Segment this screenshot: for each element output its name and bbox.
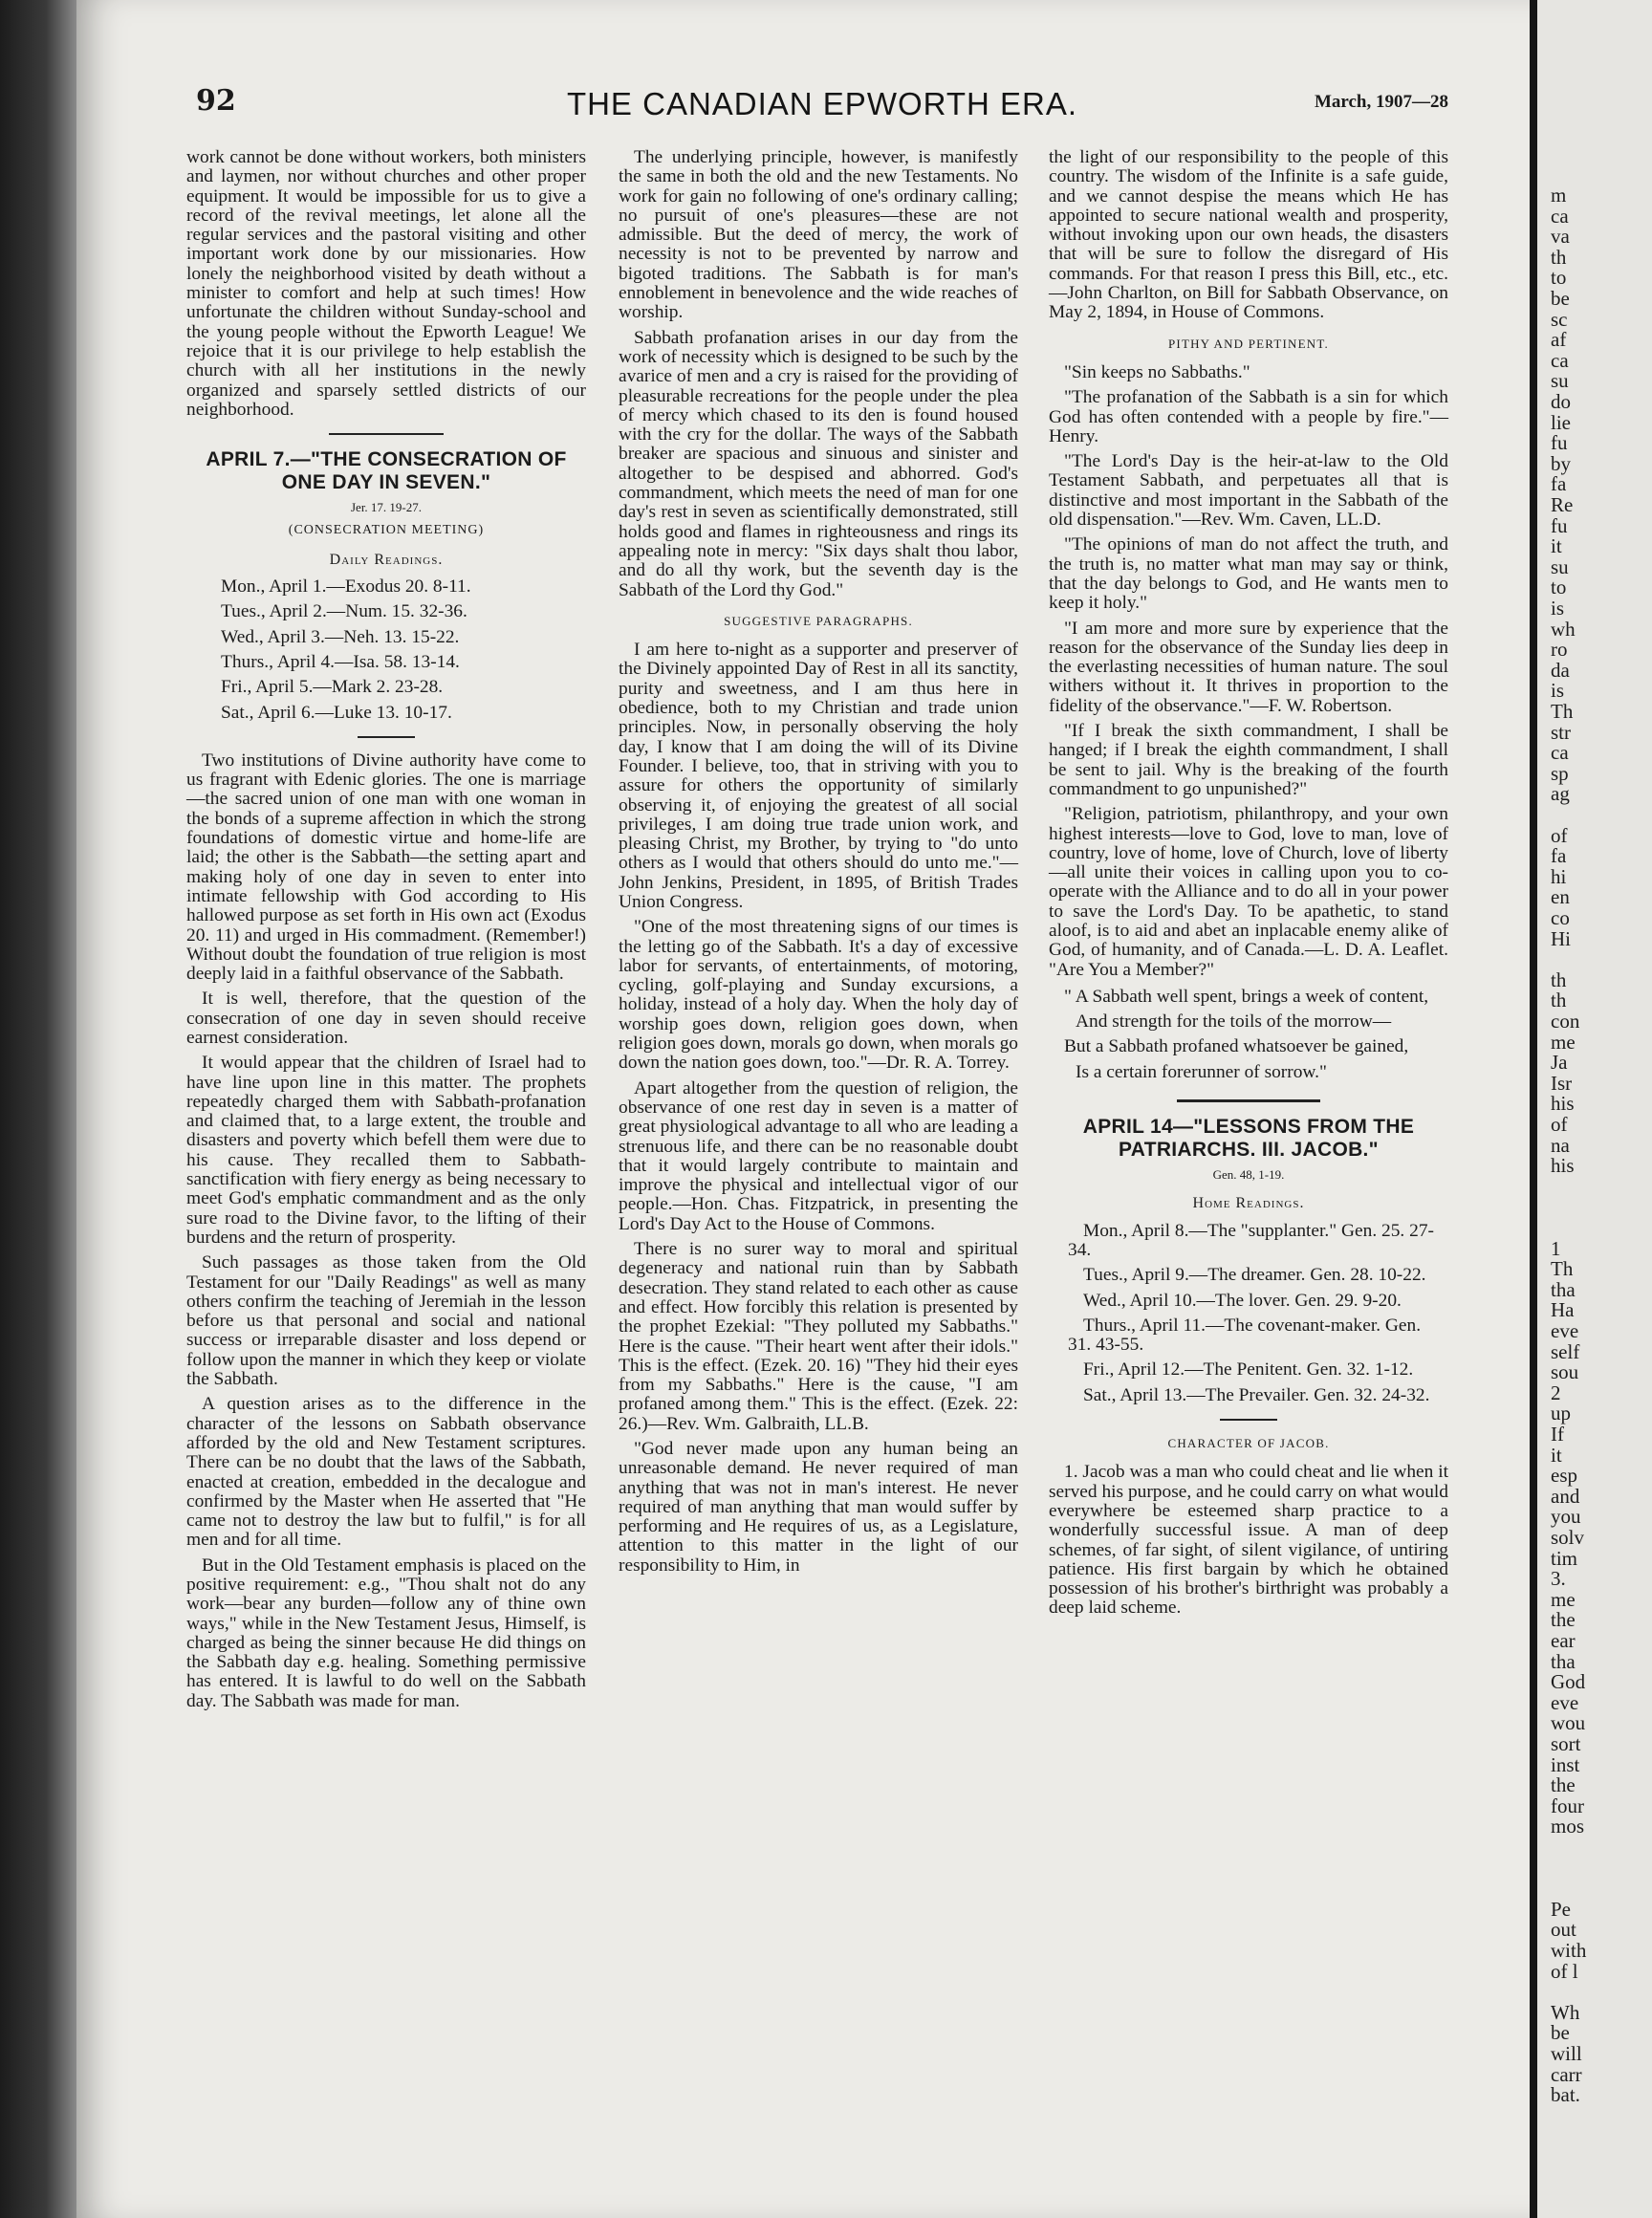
facing-page-fragment: eve [1551, 1690, 1579, 1714]
divider [1177, 1099, 1320, 1102]
pithy-quote: "The Lord's Day is the heir-at-law to the Old Testament Sabbath, and perpetuates all that is distinctive and most important in the Sabbath of the old dispensation."—Rev. Wm. Caven, LL.D. [1049, 451, 1448, 531]
facing-page-fragment: it [1551, 534, 1562, 558]
facing-page-fragment: co [1551, 906, 1570, 929]
daily-reading-item: Wed., April 3.—Neh. 13. 15-22. [221, 626, 460, 647]
facing-page-fragment: su [1551, 554, 1569, 578]
page-header [196, 84, 1448, 132]
facing-page-fragment: is [1551, 679, 1565, 703]
facing-page-fragment: his [1551, 1154, 1575, 1178]
facing-page-fragment: out [1551, 1918, 1576, 1942]
pithy-quote: "Sin keeps no Sabbaths." [1064, 361, 1250, 382]
body-paragraph: But in the Old Testament emphasis is placed on the positive requirement: e.g., "Thou shalt not do any work—bear any burden—follow any of thine own ways," while in the New Testament Jesus, Himself, is charged as being the sinner because He did things on the Sabbath day e.g. healing. Something permissive has entered. It is lawful to do well on the Sabbath day. The Sabbath was made for man. [186, 1555, 586, 1711]
facing-page-fragment: Re [1551, 493, 1574, 516]
facing-page-fragment: Ja [1551, 1051, 1568, 1075]
facing-page-fragment: wou [1551, 1711, 1586, 1735]
facing-page-fragment: If [1551, 1423, 1564, 1446]
facing-page-fragment: af [1551, 328, 1567, 352]
daily-reading-item: Thurs., April 4.—Isa. 58. 13-14. [221, 651, 460, 672]
facing-page-fragment: me [1551, 1587, 1576, 1611]
home-reading-item: Thurs., April 11.—The covenant-maker. Gen. 31. 43-55. [1068, 1315, 1422, 1356]
lesson-reference: Gen. 48, 1-19. [1212, 1167, 1285, 1183]
body-paragraph: A question arises as to the difference in the character of the lessons on Sabbath observance afforded by the old and New Testament scriptures. There can be no doubt that the laws of the Sabbath, enacted at creation, embedded in the decalogue and confirmed by the Master when He asserted that "He came not to destroy the law but to fulfil," is for all men and for all time. [186, 1394, 586, 1551]
facing-page-fragment: ag [1551, 782, 1570, 806]
facing-page-fragment: be [1551, 2021, 1570, 2045]
page-number: 92 [196, 84, 236, 118]
facing-page-fragment: fu [1551, 513, 1568, 537]
suggestive-paragraphs [619, 641, 1018, 1576]
facing-page-fragment: 2 [1551, 1381, 1561, 1404]
facing-page-fragment: self [1551, 1339, 1580, 1363]
facing-page-fragment: four [1551, 1794, 1584, 1817]
body-paragraph: It would appear that the children of Israel had to have line upon line in this matter. The prophets repeatedly charged them with Sabbath-profanation and claimed that, to a large extent, the trouble and disasters and poverty which befell them were due to his cause. They recalled them to Sabbath-sanctification with fiery energy as being necessary to meet God's emphatic commandment and as the only sure road to the Divine favor, to the lifting of their burdens and the return of prosperity. [186, 1053, 586, 1248]
facing-page-fragment: and [1551, 1484, 1580, 1508]
facing-page-fragment: mos [1551, 1815, 1585, 1838]
daily-reading-item: Fri., April 5.—Mark 2. 23-28. [221, 677, 444, 698]
facing-page-fragment: up [1551, 1402, 1571, 1425]
sabbath-poem [1049, 988, 1448, 1082]
home-reading-item: Mon., April 8.—The "supplanter." Gen. 25. 27-34. [1068, 1220, 1434, 1260]
facing-page-fragment: ear [1551, 1629, 1576, 1652]
suggestive-paragraph: Apart altogether from the question of religion, the observance of one rest day in seven is a matter of great physiological advantage to all who are leading a strenuous life, and there can be no reasonable doubt that it would largely contribute to maintain and improve the physical and intellectual vigor of our people.—Hon. Chas. Fitzpatrick, in presenting the Lord's Day Act to the House of Commons. [619, 1077, 1018, 1234]
facing-page-fragment: wh [1551, 617, 1576, 641]
daily-reading-item: Mon., April 1.—Exodus 20. 8-11. [221, 576, 471, 598]
facing-page-fragment: th [1551, 989, 1567, 1012]
pithy-quote: "The profanation of the Sabbath is a sin for which God has often contended with a people by fire."—Henry. [1049, 387, 1448, 446]
facing-page-fragment: to [1551, 266, 1567, 290]
character-heading: CHARACTER OF JACOB. [1167, 1436, 1330, 1451]
col2-body [619, 148, 1018, 600]
facing-page-fragment: en [1551, 885, 1570, 909]
facing-page-fragment: va [1551, 225, 1570, 249]
facing-page-fragment: with [1551, 1939, 1587, 1962]
facing-page-fragment: m [1551, 184, 1567, 207]
facing-page-fragment: of l [1551, 1959, 1578, 1983]
lesson-subtitle: (CONSECRATION MEETING) [288, 523, 485, 538]
facing-page-fragment: sp [1551, 761, 1569, 785]
poem-line: And strength for the toils of the morrow— [1076, 1011, 1392, 1033]
facing-page-fragment: the [1551, 1773, 1576, 1797]
facing-page-fragment: ca [1551, 204, 1569, 228]
facing-page-fragment: to [1551, 576, 1567, 599]
pithy-quote: "If I break the sixth commandment, I shall be hanged; if I break the eighth commandment, I shall be sent to jail. Why is the breaking of the fourth commandment to go unpunished?" [1049, 721, 1448, 799]
facing-page-fragment: of [1551, 1113, 1568, 1136]
facing-page-fragment: solv [1551, 1526, 1585, 1549]
home-reading-item: Fri., April 12.—The Penitent. Gen. 32. 1-12. [1083, 1359, 1414, 1381]
pithy-quote: "The opinions of man do not affect the truth, and the truth is, no matter what man may say or think, that the day belongs to God, and He wants men to keep it holy." [1049, 534, 1448, 614]
divider [329, 433, 444, 435]
facing-page-fragment: sort [1551, 1732, 1581, 1755]
facing-page-fragment: sc [1551, 307, 1568, 331]
facing-page-fragment: bat. [1551, 2083, 1580, 2107]
facing-page-fragment: the [1551, 1608, 1576, 1632]
poem-line: Is a certain forerunner of sorrow." [1076, 1061, 1327, 1082]
facing-page-fragment: carr [1551, 2062, 1582, 2086]
suggestive-paragraph: There is no surer way to moral and spiritual degeneracy and national ruin than by Sabbath desecration. They stand related to each other as cause and effect. How forcibly this relation is presented by the prophet Ezekial: "They polluted my Sabbaths." Here is the cause. "Their heart went after their idols." This is the effect. (Ezek. 20. 16) "They hid their eyes from my Sabbaths." Here is the cause, "I am profaned among them." This is the effect. (Ezek. 22: 26.)—Rev. Wm. Galbraith, LL.B. [619, 1239, 1018, 1434]
facing-page-fragment: be [1551, 287, 1570, 310]
facing-page-fragment: by [1551, 451, 1571, 475]
facing-page-fragment: Hi [1551, 926, 1571, 950]
divider [358, 736, 415, 738]
facing-page-fragment: tha [1551, 1649, 1576, 1673]
home-reading-item: Sat., April 13.—The Prevailer. Gen. 32. 24-32. [1083, 1384, 1430, 1405]
daily-reading-item: Sat., April 6.—Luke 13. 10-17. [221, 702, 452, 723]
facing-page-fragment: of [1551, 823, 1568, 847]
facing-page-fragment: th [1551, 968, 1567, 991]
poem-line: " A Sabbath well spent, brings a week of content, [1064, 986, 1429, 1007]
lesson-title-april-7: APRIL 7.—"THE CONSECRATION OF ONE DAY IN SEVEN." [206, 448, 567, 494]
lesson-reference: Jer. 17. 19-27. [350, 500, 423, 515]
facing-page-fragment: his [1551, 1092, 1575, 1116]
daily-readings-list [186, 577, 586, 723]
facing-page-edge [1530, 0, 1652, 2218]
lesson-title-april-14: APRIL 14—"LESSONS FROM THE PATRIARCHS. III. JACOB." [1082, 1116, 1415, 1162]
facing-page-fragment: 1 [1551, 1236, 1561, 1260]
facing-page-fragment: con [1551, 1010, 1580, 1033]
facing-page-fragment: inst [1551, 1752, 1580, 1776]
facing-page-fragment: tha [1551, 1277, 1576, 1301]
home-reading-item: Wed., April 10.—The lover. Gen. 29. 9-20. [1083, 1290, 1402, 1311]
facing-page-fragment: fu [1551, 431, 1568, 455]
body-paragraph: Such passages as those taken from the Old Testament for our "Daily Readings" as well as many others confirm the teaching of Jeremiah in the lesson before us that personal and social and national success or irreparable disaster and loss depend or follow upon the manner in which they keep or violate the Sabbath. [186, 1252, 586, 1390]
body-paragraph: It is well, therefore, that the question of the consecration of one day in seven should receive earnest consideration. [186, 989, 586, 1048]
facing-page-fragment: Th [1551, 1257, 1574, 1281]
facing-page-fragment: su [1551, 369, 1569, 393]
pithy-heading: PITHY AND PERTINENT. [1167, 336, 1329, 351]
col3-intro: the light of our responsibility to the people of this country. The wisdom of the Infinite is a safe guide, and we cannot despise the means which He has appointed to secure national wealth and prosperity, without invoking upon our own heads, the disasters that will be sure to follow the disregard of His commands. For that reason I press this Bill, etc., etc.—John Charlton, on Bill for Sabbath Observance, on May 2, 1894, in House of Commons. [1049, 147, 1448, 323]
pithy-quote: "I am more and more sure by experience that the reason for the observance of the Sunday lies deep in the everlasting necessities of human nature. The soul withers without it. It thrives in proportion to the fidelity of the observance."—F. W. Robertson. [1049, 618, 1448, 716]
pithy-quote: "Religion, patriotism, philanthropy, and your own highest interests—love to God, love to man, love of country, love of home, love of Church, love of liberty—all unite their voices in calling upon you to co-operate with the Alliance and to do all in your power to save the Lord's Day. To be apathetic, to stand aloof, is to aid and abet an inplacable enemy alike of God, of humanity, and of Canada.—L. D. A. Leaflet. "Are You a Member?" [1049, 804, 1448, 980]
column-1 [186, 148, 586, 1717]
facing-page-fragment: it [1551, 1443, 1562, 1467]
suggestive-paragraphs-heading: SUGGESTIVE PARAGRAPHS. [724, 613, 913, 628]
poem-line: But a Sabbath profaned whatsoever be gained, [1064, 1036, 1409, 1057]
issue-date: March, 1907—28 [1314, 92, 1448, 112]
facing-page-fragment: ca [1551, 741, 1569, 765]
facing-page-fragment: 3. [1551, 1567, 1566, 1591]
facing-page-fragment: hi [1551, 864, 1567, 888]
body-paragraph: Two institutions of Divine authority have come to us fragrant with Edenic glories. The one is marriage—the sacred union of one man with one woman in the bonds of a supreme affection in which the strong foundations of domestic virtue and home-life are laid; the other is the Sabbath—the setting apart and making holy of one day in seven to enter into intimate fellowship with God according to His hallowed purpose as set forth in His own act (Exodus 20. 11) and urged in His commadment. (Remember!) Without doubt the foundation of true religion is most deeply laid in a faithful observance of the Sabbath. [186, 750, 586, 985]
col1-body [186, 751, 586, 1711]
facing-page-fragment: sou [1551, 1360, 1579, 1384]
facing-page-fragment: fa [1551, 472, 1567, 496]
facing-page-fragment: ca [1551, 348, 1569, 372]
pithy-quotes [1049, 363, 1448, 980]
facing-page-fragment: eve [1551, 1319, 1579, 1342]
facing-page-fragment: lie [1551, 410, 1571, 434]
column-3 [1049, 148, 1448, 1624]
facing-page-fragment: th [1551, 245, 1567, 269]
facing-page-fragment: na [1551, 1133, 1570, 1157]
facing-page-fragment: ro [1551, 638, 1568, 662]
daily-readings-heading: Daily Readings. [329, 551, 444, 568]
facing-page-fragment: you [1551, 1505, 1581, 1529]
col1-intro: work cannot be done without workers, both ministers and laymen, nor without churches and other proper equipment. It would be impossible for us to give a record of the revival meetings, let alone all the regular services and the pastoral visiting and other important work done by our missionaries. How lonely the neighborhood visited by death without a minister to comfort and help at such times! How unfortunate the children without Sunday-school and the young people without the Epworth League! We rejoice that it is our privilege to help establish the church with all her institutions in the newly organized and sparsely settled districts of our neighborhood. [186, 147, 586, 420]
facing-page-fragment: esp [1551, 1464, 1577, 1488]
body-paragraph: The underlying principle, however, is manifestly the same in both the old and the new Testaments. No work for gain no following of one's ordinary calling; no pursuit of one's pleasures—these are not admissible. But the deed of mercy, the work of necessity is not to be prevented by narrow and bigoted traditions. The Sabbath is for man's ennoblement in benevolence and the wide reaches of worship. [619, 147, 1018, 323]
facing-page-fragment: Ha [1551, 1298, 1575, 1322]
divider [1220, 1419, 1277, 1421]
book-binding [0, 0, 76, 2218]
facing-page-fragment: Pe [1551, 1897, 1571, 1921]
column-2 [619, 148, 1018, 1581]
facing-page-fragment: will [1551, 2042, 1582, 2065]
facing-page-fragment: Isr [1551, 1071, 1573, 1095]
facing-page-fragment: do [1551, 390, 1571, 413]
facing-page-fragment: str [1551, 720, 1571, 744]
facing-page-fragment: Wh [1551, 2000, 1580, 2024]
facing-page-fragment: tim [1551, 1546, 1578, 1570]
journal-title: THE CANADIAN EPWORTH ERA. [566, 86, 1078, 121]
suggestive-paragraph: I am here to-night as a supporter and preserver of the Divinely appointed Day of Rest in all its sanctity, purity and sweetness, and I am thus here in obedience, both to my Christian and trade union principles. Now, in personally observing the holy day, I know that I am doing the will of its Divine Founder. I believe, too, that in striving with you to assure for others the opportunity of similarly observing it, of enjoying the greatest of all social privileges, I am doing true trade union work, and pleasing Christ, my Brother, by trying to "do unto others as I would that others should do unto me."—John Jenkins, President, in 1895, of British Trades Union Congress. [619, 640, 1018, 912]
facing-page-fragment: da [1551, 658, 1570, 682]
facing-page-fragment: Th [1551, 700, 1574, 723]
suggestive-paragraph: "God never made upon any human being an unreasonable demand. He never required of man anything that was not in man's interest. He never required of man anything that man would suffer by performing and He requires of us, as a Legislature, attention to this matter in the light of our responsibility to Him, in [619, 1439, 1018, 1576]
suggestive-paragraph: "One of the most threatening signs of our times is the letting go of the Sabbath. It's a day of excessive labor for servants, of entertainments, of motoring, cycling, golf-playing and Sunday excursions, a holiday, instead of a holy day. When the holy day of worship goes down, religion goes down, when religion goes down, morals go down, when morals go down the nation goes down, too."—Dr. R. A. Torrey. [619, 917, 1018, 1074]
character-paragraph: 1. Jacob was a man who could cheat and lie when it served his purpose, and he could carry on what would everywhere be esteemed sharp practice to a wonderfully successful issue. A man of deep schemes, of far sight, of silent vigilance, of untiring patience. His first bargain by which he obtained possession of his brother's birthright was probably a deep laid scheme. [1049, 1462, 1448, 1619]
facing-page-fragment: fa [1551, 844, 1567, 868]
facing-page-fragment: me [1551, 1030, 1576, 1054]
home-readings-heading: Home Readings. [1192, 1195, 1305, 1212]
facing-page-fragment: is [1551, 597, 1565, 620]
home-reading-item: Tues., April 9.—The dreamer. Gen. 28. 10-22. [1083, 1265, 1426, 1286]
daily-reading-item: Tues., April 2.—Num. 15. 32-36. [221, 601, 467, 622]
facing-page-fragment: God [1551, 1670, 1586, 1694]
body-paragraph: Sabbath profanation arises in our day from the work of necessity which is designed to be such by the avarice of men and a cry is raised for the providing of pleasurable recreations for the people under the plea of mercy which chased to its den is found housed with the cry for the dollar. The ways of the Sabbath breaker are spacious and sinuous and sinister and altogether to be despised and abhorred. God's commandment, which meets the need of man for one day's rest in seven as scientifically demonstrated, still holds good and flames in righteousness and rings its appealing note in mercy: "Six days shalt thou labor, and do all thy work, but the seventh day is the Sabbath of the Lord thy God." [619, 327, 1018, 600]
home-readings-list [1049, 1222, 1448, 1405]
